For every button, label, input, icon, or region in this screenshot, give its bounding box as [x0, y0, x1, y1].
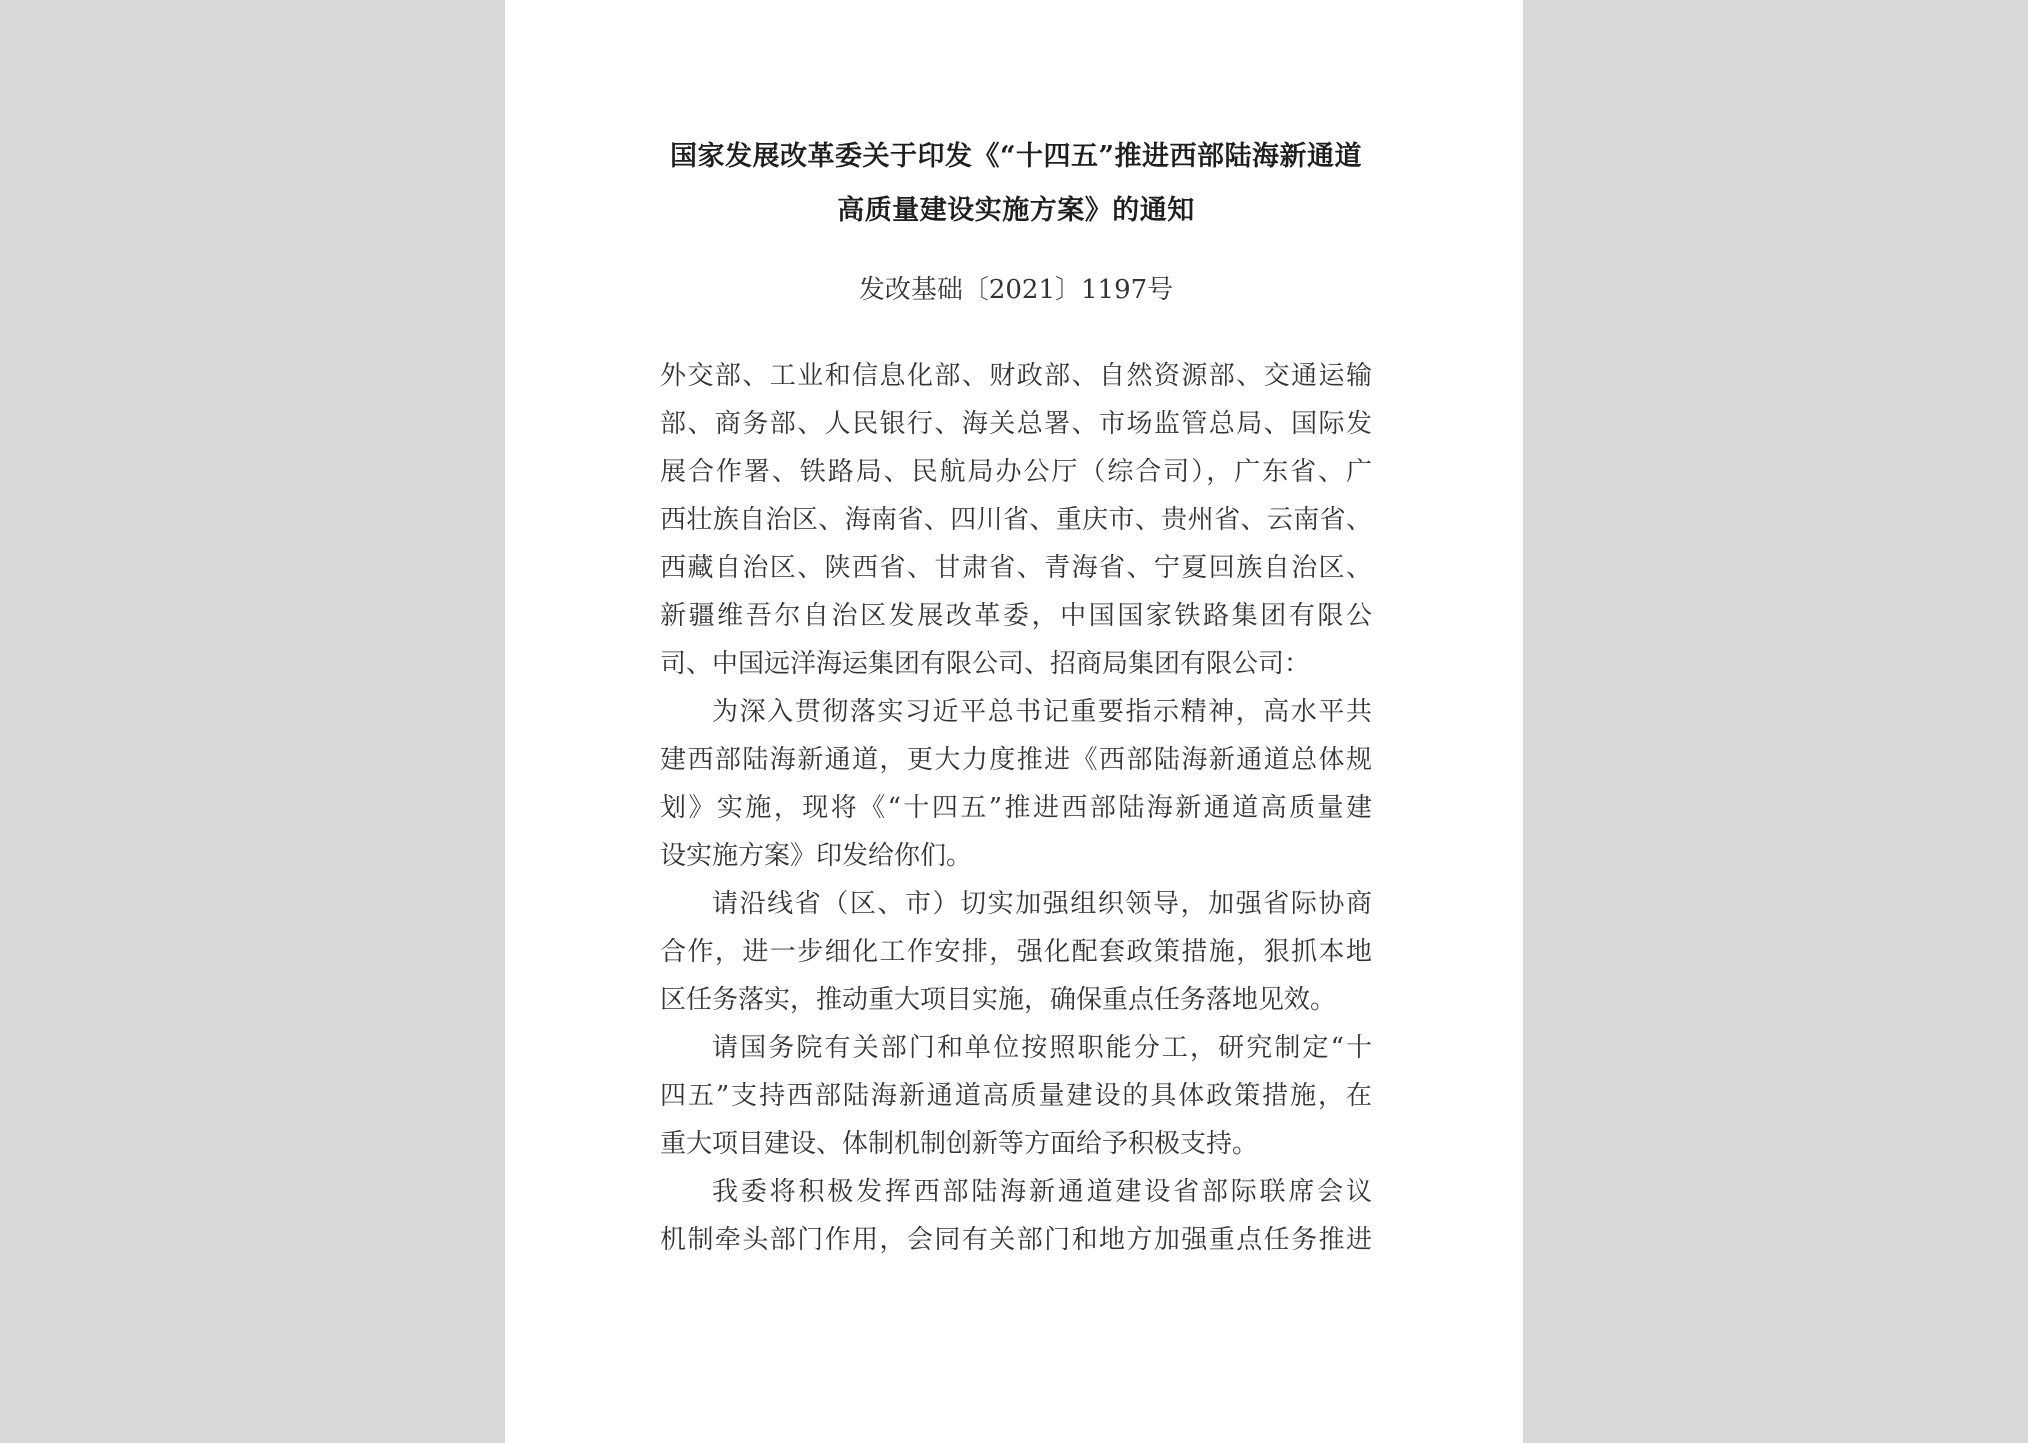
title-line: 高质量建设实施方案》的通知	[837, 195, 1195, 226]
paragraph-line: 划》实施，现将《“十四五”推进西部陆海新通道高质量建	[660, 793, 1372, 823]
paragraph-line: 设实施方案》印发给你们。	[660, 841, 973, 871]
addressee-block	[660, 352, 1372, 688]
addressee-line: 新疆维吾尔自治区发展改革委，中国国家铁路集团有限公	[660, 601, 1372, 631]
document-content	[660, 130, 1372, 1264]
paragraph-line: 建西部陆海新通道，更大力度推进《西部陆海新通道总体规	[660, 745, 1372, 775]
paragraph-line: 四五”支持西部陆海新通道高质量建设的具体政策措施，在	[660, 1081, 1372, 1111]
addressee-line: 外交部、工业和信息化部、财政部、自然资源部、交通运输	[660, 361, 1372, 391]
body-paragraph	[660, 1024, 1372, 1168]
paragraph-line: 重大项目建设、体制机制创新等方面给予积极支持。	[660, 1129, 1259, 1159]
document-number: 发改基础〔2021〕1197号	[858, 275, 1174, 305]
addressee-line: 司、中国远洋海运集团有限公司、招商局集团有限公司：	[660, 649, 1311, 679]
title-line: 国家发展改革委关于印发《“十四五”推进西部陆海新通道	[669, 141, 1363, 172]
addressee-line: 部、商务部、人民银行、海关总署、市场监管总局、国际发	[660, 409, 1372, 439]
paragraph-line: 我委将积极发挥西部陆海新通道建设省部际联席会议	[712, 1177, 1372, 1207]
paragraph-line: 机制牵头部门作用，会同有关部门和地方加强重点任务推进	[660, 1225, 1372, 1255]
paragraph-line: 请沿线省（区、市）切实加强组织领导，加强省际协商	[712, 889, 1372, 919]
document-body	[660, 352, 1372, 1264]
document-title	[660, 130, 1372, 238]
paragraph-line: 为深入贯彻落实习近平总书记重要指示精神，高水平共	[712, 697, 1372, 727]
body-paragraph	[660, 688, 1372, 880]
paragraph-line: 请国务院有关部门和单位按照职能分工，研究制定“十	[712, 1033, 1372, 1063]
addressee-line: 西壮族自治区、海南省、四川省、重庆市、贵州省、云南省、	[660, 505, 1372, 535]
body-paragraph	[660, 880, 1372, 1024]
paragraph-line: 合作，进一步细化工作安排，强化配套政策措施，狠抓本地	[660, 937, 1372, 967]
body-paragraph	[660, 1168, 1372, 1264]
addressee-line: 展合作署、铁路局、民航局办公厅（综合司），广东省、广	[660, 457, 1372, 487]
paragraph-line: 区任务落实，推动重大项目实施，确保重点任务落地见效。	[660, 985, 1337, 1015]
document-page	[505, 0, 1523, 1443]
addressee-line: 西藏自治区、陕西省、甘肃省、青海省、宁夏回族自治区、	[660, 553, 1372, 583]
